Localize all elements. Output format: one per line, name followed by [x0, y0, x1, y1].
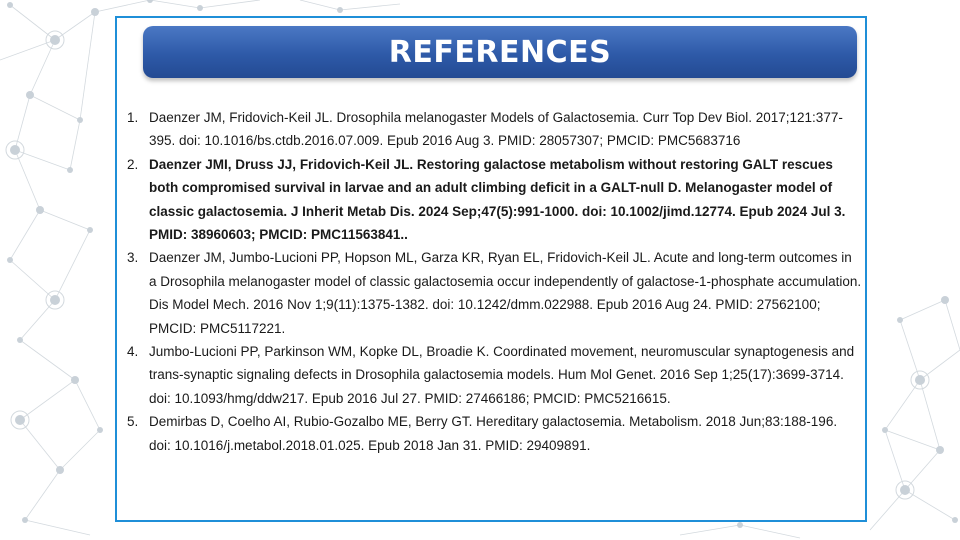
reference-list [127, 106, 862, 457]
reference-number: 1. [127, 110, 139, 125]
reference-item [127, 106, 862, 153]
page-title: REFERENCES [388, 34, 612, 70]
reference-text: Daenzer JM, Fridovich-Keil JL. Drosophila melanogaster Models of Galactosemia. Curr Top Dev Biol. 2017;121:377-395. doi: 10.1016/bs.ctdb.2016.07.009. Epub 2016 Aug 3. PMID: 28057307; PMCID: PMC5683716 [149, 110, 843, 149]
slide-content-frame [115, 16, 867, 522]
reference-text: Daenzer JMI, Druss JJ, Fridovich-Keil JL. Restoring galactose metabolism without restoring GALT rescues both compromised survival in larvae and an adult climbing deficit in a GALT-null D. Melanogaster model of classic galactosemia. J Inherit Metab Dis. 2024 Sep;47(5):991-1000. doi: 10.1002/jimd.12774. Epub 2024 Jul 3. PMID: 38960603; PMCID: PMC11563841.. [149, 156, 846, 243]
reference-item [127, 340, 862, 410]
reference-number: 3. [127, 250, 139, 266]
reference-number: 5. [127, 414, 139, 430]
reference-item [127, 410, 862, 457]
reference-number: 4. [127, 344, 139, 360]
reference-item [127, 246, 862, 340]
reference-number: 2. [127, 156, 139, 172]
reference-text: Demirbas D, Coelho AI, Rubio-Gozalbo ME, Berry GT. Hereditary galactosemia. Metabolism. 2018 Jun;83:188-196. doi: 10.1016/j.metabol.2018.01.025. Epub 2018 Jan 31. PMID: 29409891. [149, 414, 838, 453]
reference-item [127, 153, 862, 247]
reference-text: Jumbo-Lucioni PP, Parkinson WM, Kopke DL, Broadie K. Coordinated movement, neuromuscular synaptogenesis and trans-synaptic signaling defects in Drosophila galactosemia models. Hum Mol Genet. 2016 Sep 1;25(17):3699-3714. doi: 10.1093/hmg/ddw217. Epub 2016 Jul 27. PMID: 27466186; PMCID: PMC5216615. [149, 344, 855, 406]
title-banner [143, 26, 857, 78]
reference-text: Daenzer JM, Jumbo-Lucioni PP, Hopson ML, Garza KR, Ryan EL, Fridovich-Keil JL. Acute and long-term outcomes in a Drosophila melanogaster model of classic galactosemia occur independently of galactose-1-phosphate accumulation. Dis Model Mech. 2016 Nov 1;9(11):1375-1382. doi: 10.1242/dmm.022988. Epub 2016 Aug 24. PMID: 27562100; PMCID: PMC5117221. [149, 250, 862, 336]
